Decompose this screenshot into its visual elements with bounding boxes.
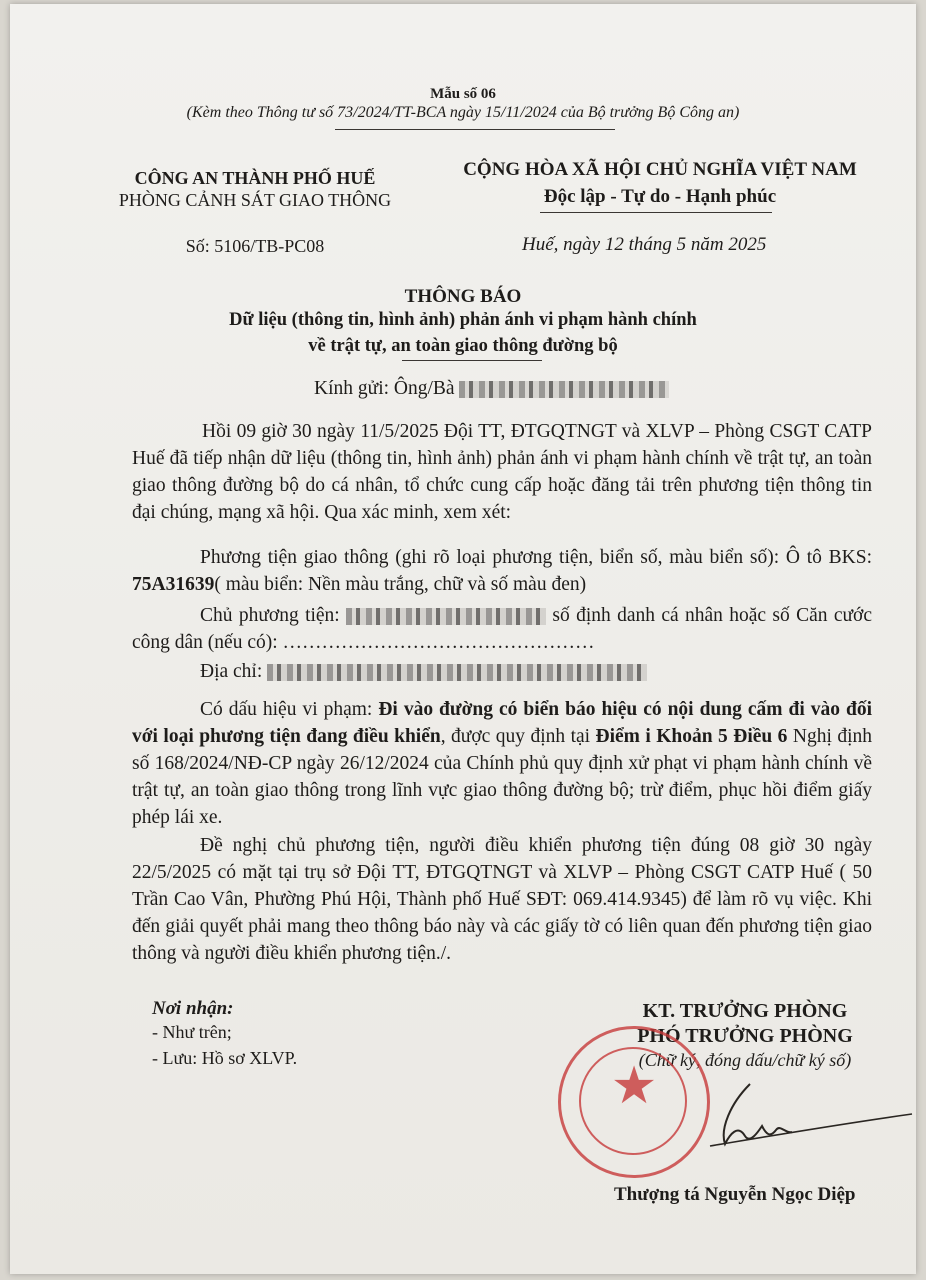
redacted-recipient: [459, 381, 669, 398]
notice-subtitle-2: về trật tự, an toàn giao thông đường bộ: [308, 336, 618, 356]
greeting-label: Kính gửi: Ông/Bà: [314, 378, 455, 399]
owner-id-label: số định danh cá nhân hoặc số Căn cước công dân (nếu có): …………………………………………: [132, 605, 873, 653]
form-number: Mẫu số 06: [430, 86, 496, 102]
signer-name: Thượng tá Nguyễn Ngọc Diệp: [614, 1184, 856, 1205]
address-label: Địa chỉ:: [200, 661, 263, 682]
title-underline: [402, 360, 542, 361]
violation-description: Đi vào đường có biển báo hiệu có nội dung cấm đi vào đối với loại phương tiện đang điều khiển: [132, 699, 872, 747]
violation-label: Có dấu hiệu vi phạm:: [200, 699, 379, 720]
paragraph-intro: Hồi 09 giờ 30 ngày 11/5/2025 Đội TT, ĐTGQTNGT và XLVP – Phòng CSGT CATP Huế đã tiếp nhận dữ liệu (thông tin, hình ảnh) phản ánh vi phạm hành chính về trật tự, an toàn giao thông đường bộ do cá nhân, tổ chức cung cấp hoặc đăng tải trên phương tiện thông tin đại chúng, mạng xã hội. Qua xác minh, xem xét:: [132, 421, 872, 523]
country-name: CỘNG HÒA XÃ HỘI CHỦ NGHĨA VIỆT NAM: [463, 159, 857, 180]
vehicle-label: Phương tiện giao thông (ghi rõ loại phương tiện, biển số, màu biển số): Ô tô BKS:: [200, 547, 872, 568]
national-motto: Độc lập - Tự do - Hạnh phúc: [543, 186, 777, 207]
document-number: Số: 5106/TB-PC08: [185, 236, 325, 256]
vehicle-plate-color: ( màu biển: Nền màu trắng, chữ và số màu đen): [214, 574, 587, 595]
paragraph-address: [132, 658, 872, 685]
signature-title-2: PHÓ TRƯỞNG PHÒNG: [637, 1025, 853, 1047]
notice-title: THÔNG BÁO: [404, 286, 522, 307]
seal-star-icon: ★: [610, 1058, 658, 1115]
greeting: [314, 378, 669, 400]
paragraph-owner: [132, 602, 872, 656]
signature-title-1: KT. TRƯỞNG PHÒNG: [642, 1000, 848, 1022]
recipient-item-1: - Như trên;: [152, 1022, 232, 1042]
department-name: PHÒNG CẢNH SÁT GIAO THÔNG: [118, 190, 392, 210]
owner-label: Chủ phương tiện:: [200, 605, 340, 626]
agency-name: CÔNG AN THÀNH PHỐ HUẾ: [134, 168, 376, 188]
redacted-address: [267, 664, 647, 681]
paragraph-request: Đề nghị chủ phương tiện, người điều khiển phương tiện đúng 08 giờ 30 ngày 22/5/2025 có mặt tại trụ sở Đội TT, ĐTGQTNGT và XLVP – Phòng CSGT CATP Huế ( 50 Trần Cao Vân, Phường Phú Hội, Thành phố Huế SĐT: 069.414.9345) để làm rõ vụ việc. Khi đến giải quyết phải mang theo thông báo này và các giấy tờ có liên quan đến phương tiện giao thông và người điều khiển phương tiện./.: [132, 835, 872, 964]
redacted-owner-name: [346, 608, 546, 625]
form-divider: [335, 129, 615, 130]
recipient-item-2: - Lưu: Hồ sơ XLVP.: [152, 1048, 298, 1068]
paragraph-violation: [132, 696, 872, 831]
handwritten-signature: [690, 1074, 920, 1154]
signature-note: (Chữ ký, đóng dấu/chữ ký số): [638, 1050, 852, 1070]
paragraph-vehicle: [132, 544, 872, 598]
issue-date: Huế, ngày 12 tháng 5 năm 2025: [522, 234, 767, 255]
recipients-title: Nơi nhận:: [152, 998, 234, 1019]
document-page: [10, 4, 916, 1274]
vehicle-plate: 75A31639: [132, 574, 215, 595]
violation-decree: Nghị định số 168/2024/NĐ-CP ngày 26/12/2024 của Chính phủ quy định xử phạt vi phạm hành chính về trật tự, an toàn giao thông trong lĩnh vực giao thông đường bộ; trừ điểm, phục hồi điểm giấy phép lái xe.: [132, 726, 872, 828]
notice-subtitle-1: Dữ liệu (thông tin, hình ảnh) phản ánh vi phạm hành chính: [229, 310, 697, 330]
violation-clause: Điểm i Khoản 5 Điều 6: [595, 726, 788, 747]
official-seal: [558, 1026, 710, 1178]
form-reference: (Kèm theo Thông tư số 73/2024/TT-BCA ngày 15/11/2024 của Bộ trưởng Bộ Công an): [186, 104, 740, 121]
motto-underline: [540, 212, 772, 213]
violation-connector: , được quy định tại: [440, 726, 596, 747]
